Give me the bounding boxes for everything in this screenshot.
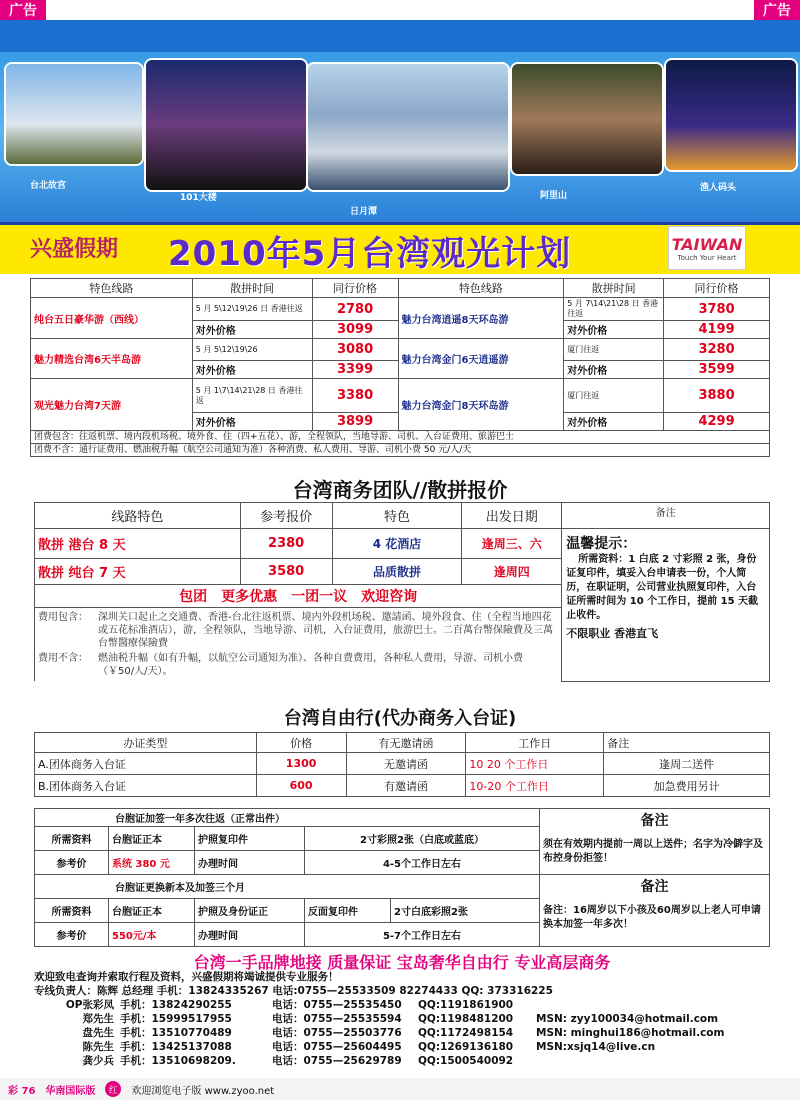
taipei-101-photo	[146, 60, 306, 190]
caption-palace: 台北故宫	[30, 181, 67, 191]
contact-block: 欢迎致电查询并索取行程及资料，兴盛假期将竭诚提供专业服务！ 专线负责人：陈辉 总经理 手机：13824335267 电话:0755—25533509 82274433 QQ: 373316225 OP张彩凤 手机：13824290255 电话：0755—25535450 QQ:1191861900 郑先生 手机：15999517955 电话：0755—25535594 QQ:1198481200 MSN: zyy100034@hotmail.com 盘先生 手机：13510770489 电话：0755—25503776 QQ:1172498154 MSN: minghui186@hotmail.com 陈先生 手机：13425137088 电话：0755—25604495 QQ:1269136180 MSN:xsjq14@live.cn 龚少兵 手机：13510698209. 电话：0755—25629789 QQ:1500540092	[20, 970, 780, 1068]
edition-label: 华南国际版	[45, 1085, 96, 1097]
contact-row: 龚少兵 手机：13510698209. 电话：0755—25629789 QQ:1500540092	[82, 1055, 514, 1067]
alishan-photo	[512, 64, 662, 174]
tour-price-table: 特色线路 散拼时间 同行价格 特色线路 散拼时间 同行价格 纯台五日豪华游（西线） 5 月 5\12\19\26 日 香港往返 2780 魅力台湾逍遥8天环岛游 5 月 7\14\21\28 日 香港往返 3780 对外价格 3099 对外价格 4199 魅力精选台湾6天半岛游 5 月 5\12\19\26 3080 魅力台湾金门6天逍遥游 厦门往返 3280 对外价格 3399 对外价格 3599 观光魅力台湾7天游 5 月 1\7\14\21\28 日 香港往返 3380 魅力台湾金门8天环岛游 厦门往返 3880 对外价格 3899 对外价格 4299 团费包含：往返机票、境内段机场税、境外食、住（四+五花）、游，全程领队，当地导游、司机、入台证费用、旅游巴士 团费不含：通行证费用、燃油税升幅（航空公司通知为准）各种消费、私人费用、导游、司机小费 50 元/人/天	[30, 278, 770, 457]
promo-text: 包团 更多优惠 一团一议 欢迎咨询	[35, 585, 562, 608]
section-title-business: 台湾商务团队//散拼报价	[292, 478, 508, 502]
hero-banner	[0, 20, 800, 222]
contact-row: 陈先生 手机：13425137088 电话：0755—25604495 QQ:1269136180 MSN:xsjq14@live.cn	[82, 1041, 656, 1053]
website-link[interactable]: 欢迎浏览电子版 www.zyoo.net	[131, 1085, 275, 1097]
contact-row: OP张彩凤 手机：13824290255 电话：0755—25535450 QQ:1191861900	[65, 999, 514, 1011]
palace-museum-photo	[6, 64, 142, 164]
edition-badge: 红	[105, 1081, 121, 1097]
caption-101: 101大楼	[180, 193, 217, 203]
business-price-table: 线路特色 参考报价 特色 出发日期 备注 散拼 港台 8 天 2380 4 花酒店 逢周三、六 温馨提示： 所需资料：1 白底 2 寸彩照 2 张，身份证复印件，填妥入台申请表一份，个人简历，在职证明，公司营业执照复印件，入台证所需时间为 10 个工作日，提前 15 天截止收件。 不限职业 香港直飞 散拼 纯台 7 天 3580 品质散拼 逢周四 包团 更多优惠 一团一议 欢迎咨询 费用包含： 深圳关口起止之交通费、香港-台北往返机票、境内外段机场税、邀請函、境外段食、住（全程当地四花或五花标准酒店），游，全程领队，当地导游、司机，入台证费用，旅游巴士。二百萬台幣保險費及三萬台幣醫療保險費 费用不含： 燃油税升幅（如有升幅，以航空公司通知为准）、各种自费费用，各种私人费用，导游、司机小费（￥50/人/天）。	[34, 502, 770, 682]
tips-title: 温馨提示：	[566, 536, 637, 552]
section-title-free-travel: 台湾自由行(代办商务入台证)	[283, 708, 517, 729]
brand-name: 兴盛假期	[30, 237, 119, 262]
permit-table: 办证类型 价格 有无邀请函 工作日 备注 A.团体商务入台证 1300 无邀请函 10 20 个工作日 逢周二送件 B.团体商务入台证 600 有邀请函 10-20 个工作日 加急费用另计	[34, 732, 770, 797]
caption-lake: 日月潭	[350, 207, 378, 217]
page-number: 彩 76	[8, 1085, 36, 1097]
tips-text: 所需资料：1 白底 2 寸彩照 2 张，身份证复印件，填妥入台申请表一份，个人简历，在职证明，公司营业执照复印件，入台证所需时间为 10 个工作日，提前 15 天截止收件。	[566, 554, 759, 621]
footer-bar	[0, 1078, 800, 1100]
main-title: 2010年5月台湾观光计划	[168, 234, 572, 274]
ad-tag-right: 广告	[754, 0, 800, 20]
contact-row: 郑先生 手机：15999517955 电话：0755—25535594 QQ:1198481200 MSN: zyy100034@hotmail.com	[82, 1013, 719, 1025]
sun-moon-lake-photo	[308, 64, 508, 190]
caption-alishan: 阿里山	[540, 191, 568, 201]
tips-text-2: 不限职业 香港直飞	[566, 627, 659, 640]
slogan: 台湾一手品牌地接 质量保证 宝岛奢华自由行 专业高层商务	[193, 953, 611, 972]
fisherman-wharf-photo	[666, 60, 796, 170]
contact-row: 盘先生 手机：13510770489 电话：0755—25503776 QQ:1172498154 MSN: minghui186@hotmail.com	[82, 1027, 725, 1039]
mainland-permit-table: 台胞证加签一年多次往返（正常出件） 备注 须在有效期内提前一周以上送件；名字为冷僻字及布控身份拒签！ 所需资料 台胞证正本 护照复印件 2寸彩照2张（白底或蓝底） 参考价 系统 380 元 办理时间 4-5个工作日左右 台胞证更换新本及加签三个月 备注 备注：16周岁以下小孩及60周岁以上老人可申请换本加签一年多次！ 所需资料 台胞证正本 护照及身份证正 反面复印件 2寸白底彩照2张 参考价 550元/本 办理时间 5-7个工作日左右	[34, 808, 770, 947]
ad-tag-left: 广告	[0, 0, 46, 20]
taiwan-logo: TAIWAN Touch Your Heart	[668, 226, 746, 270]
caption-wharf: 渔人码头	[700, 183, 737, 193]
